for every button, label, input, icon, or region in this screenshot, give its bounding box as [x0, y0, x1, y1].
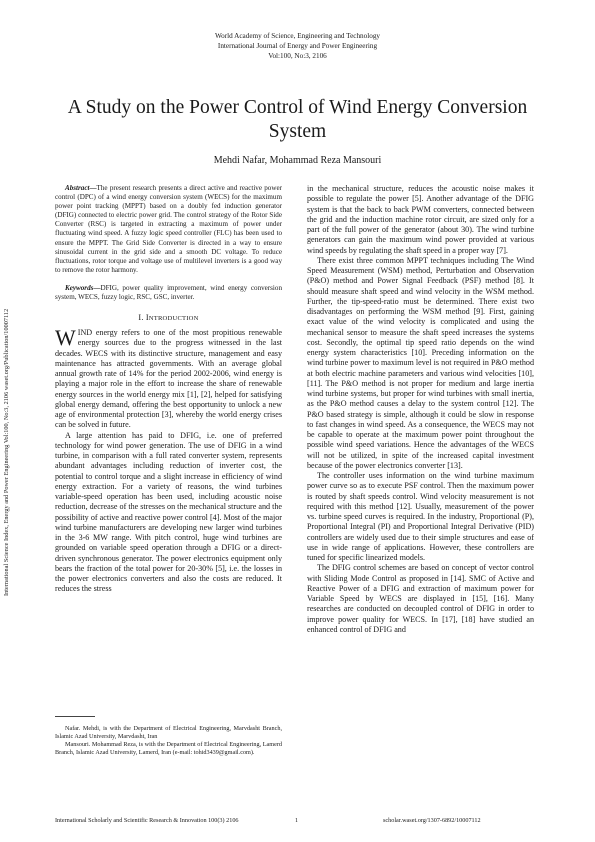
keywords-text: DFIG, power quality improvement, wind energy conversion system, WECS, fuzzy logic, RSC, GSC, inverter.	[55, 283, 282, 302]
intro-paragraph-1	[55, 325, 282, 431]
section-initial: I	[145, 313, 149, 323]
journal-header-line-3: Vol:100, No:3, 2106	[268, 52, 327, 60]
section-heading-introduction	[55, 313, 282, 322]
drop-cap: W	[55, 325, 76, 351]
footnote-2: Mansouri. Mohammad Reza, is with the Department of Electrical Engineering, Lamerd Branch, Islamic Azad University, Lamerd, Iran (e-mail: tohid3439@gmail.com).	[55, 741, 282, 756]
right-paragraph-4: The DFIG control schemes are based on concept of vector control with Sliding Mode Control as proposed in [14]. SMC of Active and Reactive Power of a DFIG and extraction of maximum power for Variable Speed by WECS are displayed in [15], [16]. Many researches are conducted on decoupled control of DFIG in order to improve power quality for WECS. In [17], [18] have studied an enhanced control of DFIG and	[307, 563, 534, 634]
right-paragraph-3: The controller uses information on the wind turbine maximum power curve so as to execute PSF control. Then the maximum power is routed by shaft speeds control. Wind velocity measurement is not required with this method [12]. Usually, measurement of the power vs. turbine speed curves is required. In the industry, Proportional (P), Proportional Integral (PI) and Proportional Integral Derivative (PID) controllers are widely used due to their simple structures and ease of use in wide range of applications. However, these controllers are tuned for specific linearized models.	[307, 471, 534, 562]
footnotes	[55, 725, 282, 757]
journal-header-line-1: World Academy of Science, Engineering and Technology	[214, 32, 381, 40]
footnote-1: Nafar. Mehdi, is with the Department of Electrical Engineering, Marvdasht Branch, Islamic Azad University, Marvdasht, Iran	[55, 725, 282, 740]
keywords-label: Keywords	[65, 283, 94, 292]
abstract: Abstract—The present research presents a direct active and reactive power control (DPC) of a wind energy conversion system (WECS) for the maximum power point tracking (MPPT) based on a doubly fed induction generator (DFIG) connected to electric power grid. The control strategy of the Rotor Side Converter (RSC) is targeted in extracting a maximum of power under fluctuating wind speed. A fuzzy logic speed controller (FLC) has been used to ensure the MPPT. The Grid Side Converter is directed in a way to ensure sinusoidal current in the grid side and a smooth DC voltage. To reduce fluctuations, rotor torque and voltage use of multilevel inverters is a good way to remove the rotor harmony.	[55, 184, 282, 274]
left-column	[55, 184, 282, 595]
journal-header-line-2: International Journal of Energy and Power Engineering	[217, 42, 378, 50]
right-paragraph-1: in the mechanical structure, reduces the acoustic noise makes it possible to regulate the power [5]. Another advantage of the DFIG system is that the back to back PWM converters, connected between the grid and the induction machine rotor circuit, are sized only for a part of the full power of the generator (about 30). The wind turbine generators can gain the maximum wind power provided at various wind speeds by regulating the shaft speed in a proper way [7].	[307, 184, 534, 255]
side-index-text: International Science Index, Energy and Power Engineering Vol:100, No:3, 2106 waset.org/Publication/10007112	[3, 308, 10, 596]
intro-paragraph-2: A large attention has paid to DFIG, i.e. one of preferred technology for wind power generation. The use of DFIG in a wind turbine, in comparison with a full rated converter system, represents abundant advantages including reduction of inverter cost, the potential to control torque and a slight increase in efficiency of wind energy extraction. For a variety of reasons, the wind turbines variable-speed operation has been used, including acoustic noise reduction, decrease of the stresses on the mechanical structure and the possibility of active and reactive power control [4]. Most of the major wind turbine manufacturers are developing new larger wind turbines in the 3-6 MW range. With pitch control, huge wind turbines are grounded on variable speed operation through a DFIG or a direct-driven synchronous generator. The power electronics equipment only bears the fraction of the total power for 20-30% [5], i.e. the losses in the power electronics converters and also the costs are reduced. It reduces the stress	[55, 430, 282, 594]
footer-right: scholar.waset.org/1307-6892/10007112	[383, 817, 481, 824]
footer-left: International Scholarly and Scientific Research & Innovation 100(3) 2106	[55, 817, 239, 824]
section-number: I.	[138, 313, 144, 323]
footer-page-number: 1	[295, 817, 299, 824]
right-paragraph-2: There exist three common MPPT techniques including The Wind Speed Measurement (WSM) method, Perturbation and Observation (P&O) method and Power Signal Feedback (PSF) method [8]. It should measure shaft speed and wind velocity in the WSM method. Further, the tip-speed-ratio must be determined. There exist two disadvantages on performing the WSM method [9]. First, gaining exact value of the wind velocity is complicated and using the mechanical sensor to measure the shaft speed increases the systems cost. Secondly, the optimal tip speed ratio depends on the wind energy system characteristics [10]. Preceding information on the wind turbine power to maximum level is not required in P&O method at both electric machine parameters and various wind velocities [10], [11]. The P&O method is not proper for medium and large inertia wind turbine systems, but proper for wind turbines with small inertia, as the P&O method causes a delay to the system control [12]. The P&O based strategy is simple, although it could be slow in response to fast changes in wind speed. As a consequence, the WECS may not be capable to operate at the maximum power point throughout the possible wind speed variations. Hence the advantages of the WECS will not be utilized, in spite of the increased capital investment because of the power electronics converter [13].	[307, 255, 534, 470]
right-column	[307, 184, 534, 635]
abstract-label: Abstract	[65, 184, 90, 192]
footnote-rule	[55, 716, 95, 717]
paper-authors: Mehdi Nafar, Mohammad Reza Mansouri	[213, 155, 382, 166]
paper-title: A Study on the Power Control of Wind Energy Conversion System	[67, 97, 528, 142]
keywords: Keywords—DFIG, power quality improvement, wind energy conversion system, WECS, fuzzy logic, RSC, GSC, inverter.	[55, 283, 282, 302]
section-title-rest: NTRODUCTION	[148, 315, 199, 323]
intro-paragraph-1-text: IND energy refers to one of the most propitious renewable energy sources due to the progress witnessed in the last decades. WECS with its distinctive structure, management and easy maintenance has attracted governments. With an average global annual growth rate of 14% for the period 2002-2006, wind energy is playing a major role in the effort to increase the share of renewable energy sources in the world energy mix [1], [2], helped for satisfying global energy demand, offering the best opportunity to unlock a new age of environmental protection [3], whereby the world energy crises can be solved in future.	[55, 328, 282, 430]
abstract-text: The present research presents a direct active and reactive power control (DPC) of a wind energy conversion system (WECS) for the maximum power point tracking (MPPT) based on a doubly fed induction generator (DFIG) connected to electric power grid. The control strategy of the Rotor Side Converter (RSC) is targeted in extracting a maximum of power under fluctuating wind speed. A fuzzy logic speed controller (FLC) has been used to ensure the MPPT. The Grid Side Converter is directed in a way to ensure sinusoidal current in the grid side and a smooth DC voltage. To reduce fluctuations, rotor torque and voltage use of multilevel inverters is a good way to remove the rotor harmony.	[55, 184, 282, 274]
